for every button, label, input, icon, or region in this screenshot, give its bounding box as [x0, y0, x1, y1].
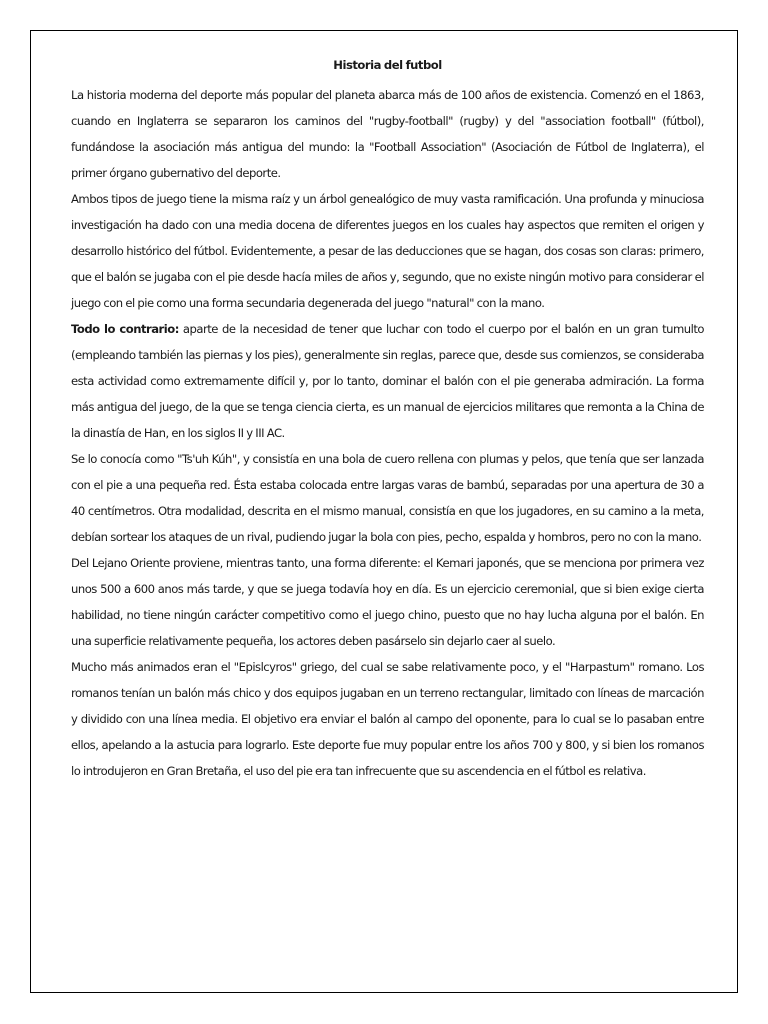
paragraph-1	[71, 82, 704, 186]
paragraph-3-text: aparte de la necesidad de tener que luchar con todo el cuerpo por el balón en un gran tumulto (empleando también las piernas y los pies), generalmente sin reglas, parece que, desde sus comienzos, se consideraba esta actividad como extremamente difícil y, por lo tanto, dominar el balón con el pie generaba admiración. La forma más antigua del juego, de la que se tenga ciencia cierta, es un manual de ejercicios militares que remonta a la China de la dinastía de Han, en los siglos II y III AC.	[71, 322, 704, 440]
paragraph-4-text: Se lo conocía como "Ts'uh Kúh", y consistía en una bola de cuero rellena con plumas y pelos, que tenía que ser lanzada con el pie a una pequeña red. Ésta estaba colocada entre largas varas de bambú, separadas por una apertura de 30 a 40 centímetros. Otra modalidad, descrita en el mismo manual, consistía en que los jugadores, en su camino a la meta, debían sortear los ataques de un rival, pudiendo jugar la bola con pies, pecho, espalda y hombros, pero no con la mano.	[71, 452, 704, 544]
paragraph-3	[71, 316, 704, 446]
document-title: Historia del futbol	[333, 58, 442, 72]
paragraph-2	[71, 186, 704, 316]
paragraph-6	[71, 654, 704, 784]
paragraph-5	[71, 550, 704, 654]
paragraph-5-text: Del Lejano Oriente proviene, mientras tanto, una forma diferente: el Kemari japonés, que se menciona por primera vez unos 500 a 600 anos más tarde, y que se juega todavía hoy en día. Es un ejercicio ceremonial, que si bien exige cierta habilidad, no tiene ningún carácter competitivo como el juego chino, puesto que no hay lucha alguna por el balón. En una superficie relativamente pequeña, los actores deben pasárselo sin dejarlo caer al suelo.	[71, 556, 704, 648]
paragraph-4	[71, 446, 704, 550]
paragraph-1-text: La historia moderna del deporte más popular del planeta abarca más de 100 años de existencia. Comenzó en el 1863, cuando en Inglaterra se separaron los caminos del "rugby-football" (rugby) y del "association football" (fútbol), fundándose la asociación más antigua del mundo: la "Football Association" (Asociación de Fútbol de Inglaterra), el primer órgano gubernativo del deporte.	[71, 88, 704, 180]
document-body	[71, 52, 704, 784]
paragraph-6-text: Mucho más animados eran el "Epislcyros" griego, del cual se sabe relativamente poco, y el "Harpastum" romano. Los romanos tenían un balón más chico y dos equipos jugaban en un terreno rectangular, limitado con líneas de marcación y dividido con una línea media. El objetivo era enviar el balón al campo del oponente, para lo cual se lo pasaban entre ellos, apelando a la astucia para lograrlo. Este deporte fue muy popular entre los años 700 y 800, y si bien los romanos lo introdujeron en Gran Bretaña, el uso del pie era tan infrecuente que su ascendencia en el fútbol es relativa.	[71, 660, 704, 778]
paragraph-3-lead: Todo lo contrario:	[71, 322, 179, 336]
paragraph-2-text: Ambos tipos de juego tiene la misma raíz y un árbol genealógico de muy vasta ramificación. Una profunda y minuciosa investigación ha dado con una media docena de diferentes juegos en los cuales hay aspectos que remiten el origen y desarrollo histórico del fútbol. Evidentemente, a pesar de las deducciones que se hagan, dos cosas son claras: primero, que el balón se jugaba con el pie desde hacía miles de años y, segundo, que no existe ningún motivo para considerar el juego con el pie como una forma secundaria degenerada del juego "natural" con la mano.	[71, 192, 704, 310]
